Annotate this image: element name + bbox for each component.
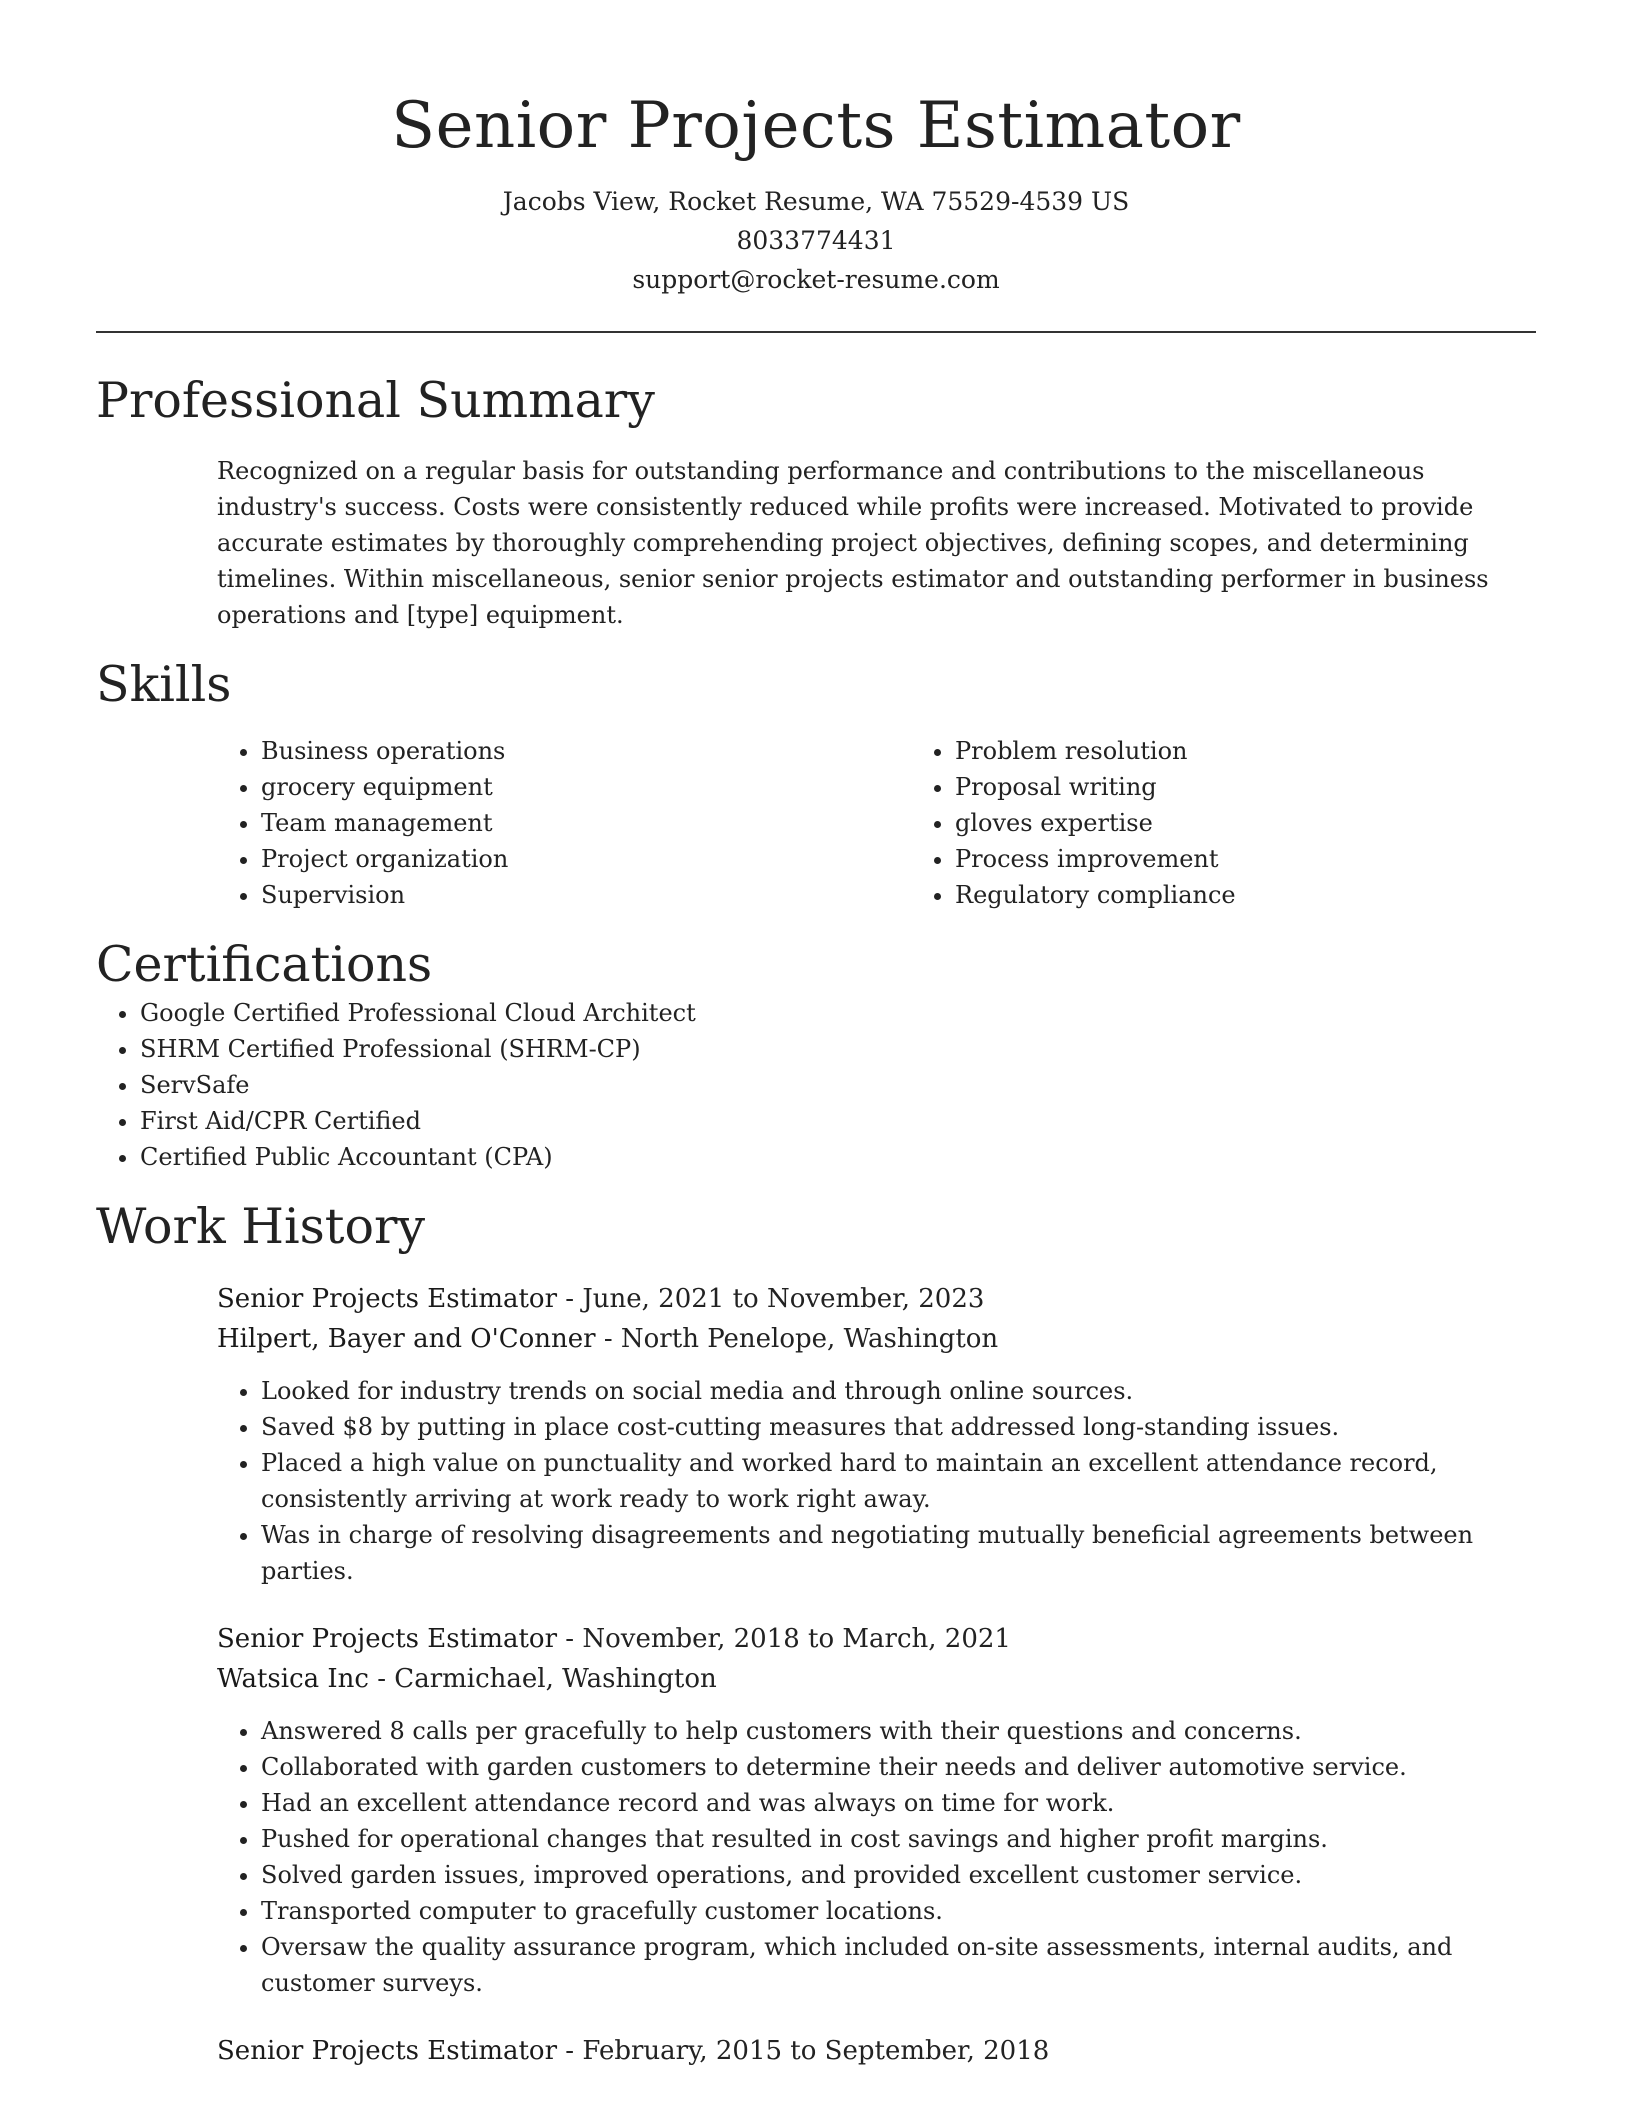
skill-item: • Project organization <box>261 841 911 877</box>
job-title-line <box>217 1279 1536 1319</box>
skills-column-right <box>911 733 1605 913</box>
job-title-line <box>217 1619 1536 1659</box>
skill-item: • Team management <box>261 805 911 841</box>
job-duty-item: • Oversaw the quality assurance program, which included on-site assessments, internal audits, and customer surveys. <box>261 1929 1536 2001</box>
job-duty-item: • Answered 8 calls per gracefully to help customers with their questions and concerns. <box>261 1713 1536 1749</box>
job-title: Senior Projects Estimator <box>217 1284 558 1314</box>
skill-item: • Problem resolution <box>955 733 1605 769</box>
summary-heading: Professional Summary <box>96 372 655 429</box>
skills-heading: Skills <box>96 656 232 713</box>
certifications-list <box>96 995 1536 1175</box>
job-duty-item: • Pushed for operational changes that resulted in cost savings and higher profit margins. <box>261 1821 1536 1857</box>
skills-list <box>217 733 1536 913</box>
certifications-heading: Certifications <box>96 936 433 993</box>
page-title: Senior Projects Estimator <box>391 89 1241 163</box>
skill-item: • gloves expertise <box>955 805 1605 841</box>
skill-item: • Proposal writing <box>955 769 1605 805</box>
address-text: Jacobs View, Rocket Resume, WA 75529-4539 US <box>502 187 1130 216</box>
job-company: Hilpert, Bayer and O'Conner <box>217 1324 596 1354</box>
job-duty-item: • Placed a high value on punctuality and worked hard to maintain an excellent attendance record, consistently arriving at work ready to work right away. <box>261 1445 1536 1517</box>
job-entry <box>217 2031 1536 2071</box>
job-duty-item: • Solved garden issues, improved operations, and provided excellent customer service. <box>261 1857 1536 1893</box>
skill-item: • Supervision <box>261 877 911 913</box>
job-entry <box>217 1279 1536 1589</box>
job-location: - North Penelope, Washington <box>595 1324 999 1354</box>
job-duty-item: • Saved $8 by putting in place cost-cutting measures that addressed long-standing issues. <box>261 1409 1536 1445</box>
contact-info <box>96 182 1536 299</box>
skill-item: • Regulatory compliance <box>955 877 1605 913</box>
job-dates: - June, 2021 to November, 2023 <box>557 1284 985 1314</box>
job-duties-list <box>217 1713 1536 2001</box>
job-company-line <box>217 1319 1536 1359</box>
skill-item: • grocery equipment <box>261 769 911 805</box>
skill-item: • Process improvement <box>955 841 1605 877</box>
job-company: Watsica Inc <box>217 1664 369 1694</box>
resume-header <box>96 0 1536 299</box>
job-location: - Carmichael, Washington <box>368 1664 717 1694</box>
job-company-line <box>217 1659 1536 1699</box>
job-title: Senior Projects Estimator <box>217 1624 558 1654</box>
certification-item: • Google Certified Professional Cloud Architect <box>140 995 1536 1031</box>
summary-text: Recognized on a regular basis for outstanding performance and contributions to the miscellaneous industry's success. Costs were consistently reduced while profits were increased. Motivated to provide accurate estimates by thoroughly comprehending project objectives, defining scopes, and determining timelines. Within miscellaneous, senior senior projects estimator and outstanding performer in business operations and [type] equipment. <box>217 457 1489 629</box>
job-duties-list <box>217 1373 1536 1589</box>
work-history-heading: Work History <box>96 1198 426 1255</box>
job-duty-item: • Had an excellent attendance record and was always on time for work. <box>261 1785 1536 1821</box>
job-duty-item: • Looked for industry trends on social media and through online sources. <box>261 1373 1536 1409</box>
certification-item: • Certified Public Accountant (CPA) <box>140 1139 1536 1175</box>
certification-item: • SHRM Certified Professional (SHRM-CP) <box>140 1031 1536 1067</box>
job-title: Senior Projects Estimator <box>217 2036 558 2066</box>
header-divider <box>96 331 1536 333</box>
skills-column-left <box>217 733 911 913</box>
job-title-line <box>217 2031 1536 2071</box>
skill-item: • Business operations <box>261 733 911 769</box>
job-duty-item: • Collaborated with garden customers to determine their needs and deliver automotive service. <box>261 1749 1536 1785</box>
certification-item: • First Aid/CPR Certified <box>140 1103 1536 1139</box>
email-text: support@rocket-resume.com <box>632 265 1000 294</box>
job-entry <box>217 1619 1536 2001</box>
resume-page <box>96 0 1536 2071</box>
job-duty-item: • Transported computer to gracefully customer locations. <box>261 1893 1536 1929</box>
phone-text: 8033774431 <box>736 226 896 255</box>
job-dates: - November, 2018 to March, 2021 <box>557 1624 1011 1654</box>
certification-item: • ServSafe <box>140 1067 1536 1103</box>
job-duty-item: • Was in charge of resolving disagreements and negotiating mutually beneficial agreements between parties. <box>261 1517 1536 1589</box>
job-dates: - February, 2015 to September, 2018 <box>557 2036 1050 2066</box>
